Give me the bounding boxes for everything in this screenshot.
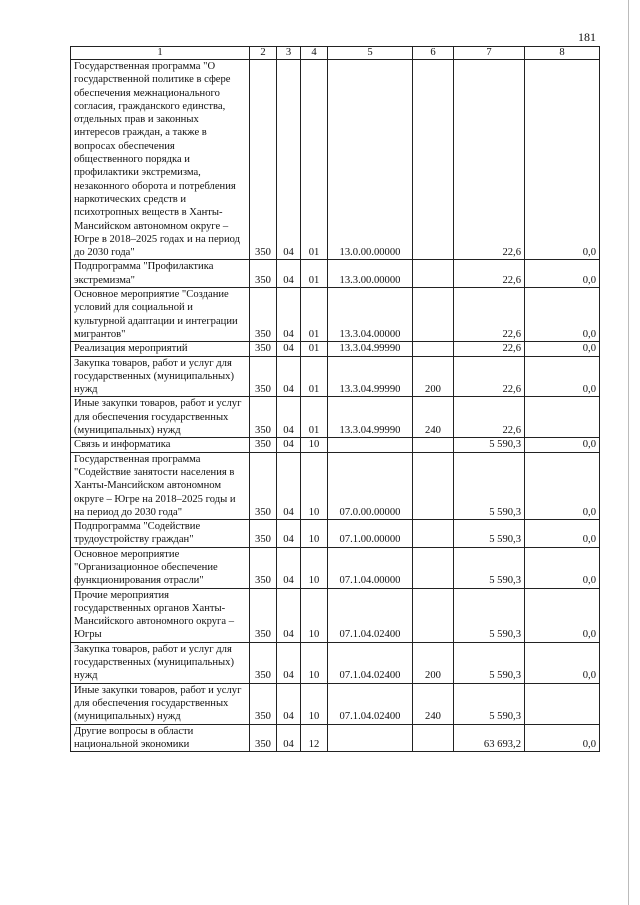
amount: 5 590,3 [454,520,525,548]
section-code: 350 [250,438,277,452]
amount: 22,6 [454,60,525,260]
subsection-code: 04 [277,642,301,683]
amount-alt: 0,0 [525,588,600,642]
expense-type-code [413,260,454,288]
subsection-code: 04 [277,683,301,724]
row-name: Иные закупки товаров, работ и услуг для обеспечения государственных (муниципальных) нужд [71,397,250,438]
subsection-code: 04 [277,60,301,260]
amount-alt: 0,0 [525,724,600,752]
amount: 22,6 [454,288,525,342]
group-code: 01 [301,260,328,288]
group-code: 10 [301,438,328,452]
target-article-code: 13.3.04.99990 [328,356,413,397]
table-row [71,60,600,260]
column-header: 3 [277,47,301,60]
amount-alt [525,683,600,724]
target-article-code [328,724,413,752]
table-row [71,438,600,452]
section-code: 350 [250,642,277,683]
subsection-code: 04 [277,356,301,397]
group-code: 10 [301,547,328,588]
target-article-code: 13.3.00.00000 [328,260,413,288]
column-header: 4 [301,47,328,60]
group-code: 01 [301,356,328,397]
expense-type-code [413,60,454,260]
target-article-code: 13.3.04.00000 [328,288,413,342]
row-name: Связь и информатика [71,438,250,452]
amount-alt [525,397,600,438]
target-article-code [328,438,413,452]
amount-alt: 0,0 [525,260,600,288]
expense-type-code: 240 [413,683,454,724]
target-article-code: 07.1.04.00000 [328,547,413,588]
subsection-code: 04 [277,588,301,642]
subsection-code: 04 [277,438,301,452]
table-header-row [71,47,600,60]
section-code: 350 [250,588,277,642]
table-row [71,342,600,356]
amount-alt: 0,0 [525,642,600,683]
group-code: 01 [301,60,328,260]
expense-type-code [413,288,454,342]
row-name: Прочие мероприятия государственных органов Ханты-Мансийского автономного округа – Югры [71,588,250,642]
expense-type-code [413,342,454,356]
expense-type-code [413,588,454,642]
row-name: Основное мероприятие "Создание условий для социальной и культурной адаптации и интеграции мигрантов" [71,288,250,342]
table-row [71,547,600,588]
subsection-code: 04 [277,520,301,548]
target-article-code: 07.1.04.02400 [328,642,413,683]
expense-type-code [413,438,454,452]
target-article-code: 07.0.00.00000 [328,452,413,519]
row-name: Государственная программа "О государственной политике в сфере обеспечения межнационального согласия, гражданского единства, отдельных прав и законных интересов граждан, а также в вопросах обеспечения общественного порядка и профилактики экстремизма, незаконного оборота и потребления наркотических средств и психотропных веществ в Ханты-Мансийском автономном округе – Югре в 2018–2025 годах и на период до 2030 года" [71,60,250,260]
column-header: 6 [413,47,454,60]
row-name: Основное мероприятие "Организационное обеспечение функционирования отрасли" [71,547,250,588]
amount-alt: 0,0 [525,342,600,356]
section-code: 350 [250,397,277,438]
amount-alt: 0,0 [525,438,600,452]
subsection-code: 04 [277,397,301,438]
expense-type-code [413,547,454,588]
target-article-code: 07.1.04.02400 [328,588,413,642]
target-article-code: 13.3.04.99990 [328,342,413,356]
amount: 22,6 [454,260,525,288]
expense-type-code [413,520,454,548]
row-name: Иные закупки товаров, работ и услуг для обеспечения государственных (муниципальных) нужд [71,683,250,724]
amount-alt: 0,0 [525,60,600,260]
amount: 5 590,3 [454,452,525,519]
group-code: 10 [301,642,328,683]
table-row [71,260,600,288]
expense-type-code: 200 [413,642,454,683]
section-code: 350 [250,342,277,356]
subsection-code: 04 [277,260,301,288]
row-name: Реализация мероприятий [71,342,250,356]
subsection-code: 04 [277,288,301,342]
table-row [71,520,600,548]
page-number: 181 [578,30,596,44]
expense-type-code [413,452,454,519]
target-article-code: 13.3.04.99990 [328,397,413,438]
subsection-code: 04 [277,724,301,752]
amount: 5 590,3 [454,588,525,642]
row-name: Закупка товаров, работ и услуг для государственных (муниципальных) нужд [71,642,250,683]
section-code: 350 [250,520,277,548]
group-code: 01 [301,342,328,356]
table-row [71,397,600,438]
column-header: 8 [525,47,600,60]
expense-type-code: 240 [413,397,454,438]
amount-alt: 0,0 [525,452,600,519]
amount: 5 590,3 [454,683,525,724]
expense-type-code [413,724,454,752]
column-header: 1 [71,47,250,60]
column-header: 7 [454,47,525,60]
scan-edge-line [628,0,629,905]
table-row [71,452,600,519]
amount: 5 590,3 [454,642,525,683]
section-code: 350 [250,260,277,288]
target-article-code: 07.1.00.00000 [328,520,413,548]
amount-alt: 0,0 [525,288,600,342]
table-row [71,683,600,724]
group-code: 01 [301,288,328,342]
target-article-code: 07.1.04.02400 [328,683,413,724]
amount-alt: 0,0 [525,547,600,588]
budget-table [70,46,600,752]
row-name: Государственная программа "Содействие занятости населения в Ханты-Мансийском автономном округе – Югре на 2018–2025 годы и на период до 2030 года" [71,452,250,519]
table-row [71,724,600,752]
group-code: 01 [301,397,328,438]
row-name: Другие вопросы в области национальной экономики [71,724,250,752]
section-code: 350 [250,547,277,588]
table-row [71,356,600,397]
subsection-code: 04 [277,342,301,356]
group-code: 10 [301,588,328,642]
amount-alt: 0,0 [525,520,600,548]
section-code: 350 [250,356,277,397]
section-code: 350 [250,288,277,342]
subsection-code: 04 [277,547,301,588]
group-code: 12 [301,724,328,752]
group-code: 10 [301,452,328,519]
section-code: 350 [250,452,277,519]
amount: 5 590,3 [454,547,525,588]
expense-type-code: 200 [413,356,454,397]
amount: 22,6 [454,397,525,438]
table-row [71,288,600,342]
section-code: 350 [250,60,277,260]
row-name: Подпрограмма "Содействие трудоустройству граждан" [71,520,250,548]
amount: 22,6 [454,342,525,356]
section-code: 350 [250,724,277,752]
column-header: 2 [250,47,277,60]
row-name: Подпрограмма "Профилактика экстремизма" [71,260,250,288]
group-code: 10 [301,520,328,548]
row-name: Закупка товаров, работ и услуг для государственных (муниципальных) нужд [71,356,250,397]
target-article-code: 13.0.00.00000 [328,60,413,260]
table-row [71,642,600,683]
amount-alt: 0,0 [525,356,600,397]
section-code: 350 [250,683,277,724]
amount: 63 693,2 [454,724,525,752]
amount: 22,6 [454,356,525,397]
table-row [71,588,600,642]
group-code: 10 [301,683,328,724]
subsection-code: 04 [277,452,301,519]
column-header: 5 [328,47,413,60]
amount: 5 590,3 [454,438,525,452]
